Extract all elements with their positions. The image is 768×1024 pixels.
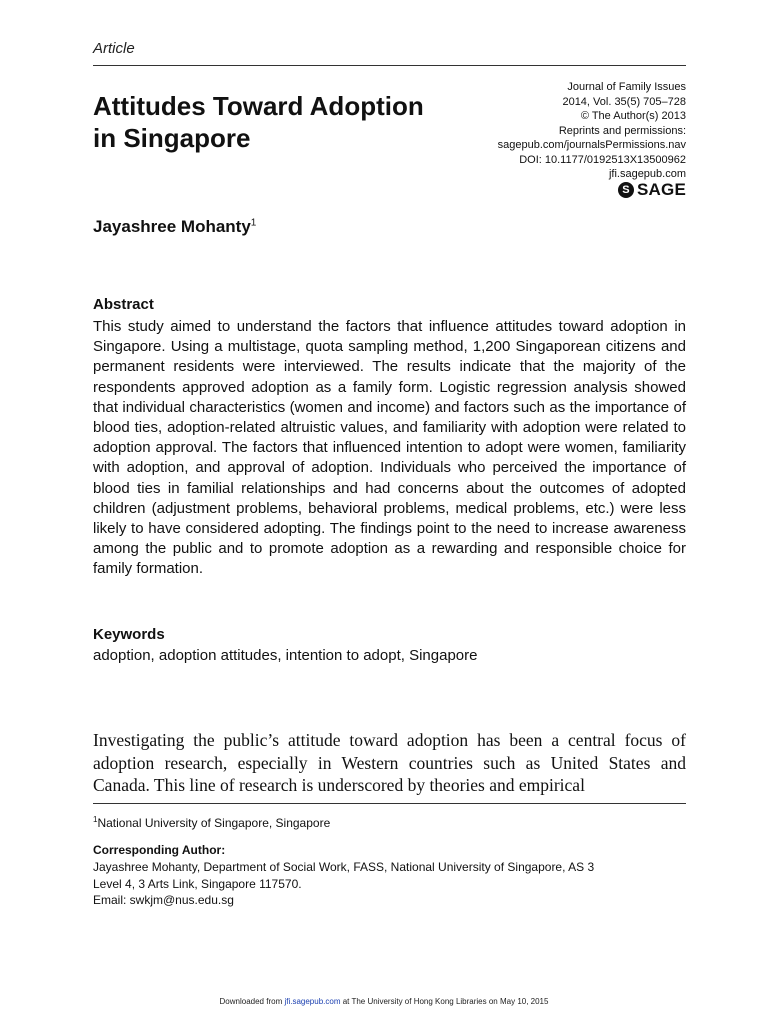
sage-logo <box>618 180 686 200</box>
download-link[interactable]: jfi.sagepub.com <box>284 997 341 1006</box>
article-title: Attitudes Toward Adoption in Singapore <box>93 91 424 153</box>
abstract-text: This study aimed to understand the factors that influence attitudes toward adoption in Singapore. Using a multistage, quota sampling method, 1,200 Singaporean citizens and permanent residents were interviewed. The results indicate that the majority of the respondents approved adoption as a family form. Logistic regression analysis showed that individual characteristics (women and income) and factors such as the importance of blood ties, adoption-related altruistic values, and familiarity with adoption were related to adoption approval. The factors that influenced intention to adopt were women, familiarity with adoption, and approval of adoption. Individuals who perceived the importance of blood ties in familial relationships and had concerns about the outcomes of adopted children (adjustment problems, behavioral problems, medical problems, etc.) were less likely to have considered adopting. The findings point to the need to increase awareness among the public and to promote adoption as a rewarding and responsible choice for family formation. <box>93 318 686 578</box>
author-name <box>93 217 256 237</box>
intro-paragraph: Investigating the public’s attitude toward adoption has been a central focus of adoption research, especially in Western countries such as United States and Canada. This line of research is underscored by theories and empirical <box>93 730 686 795</box>
article-type-label: Article <box>93 40 135 57</box>
author-affiliation-marker: 1 <box>250 217 257 229</box>
download-notice <box>0 997 768 1006</box>
corresponding-author-details <box>93 859 693 909</box>
download-prefix: Downloaded from <box>219 997 285 1006</box>
affiliation-marker: 1 <box>93 815 98 824</box>
journal-info <box>446 80 686 182</box>
abstract-heading: Abstract <box>93 296 154 313</box>
journal-name: Journal of Family Issues <box>567 81 686 93</box>
doi: DOI: 10.1177/0192513X13500962 <box>519 153 686 166</box>
permissions-link[interactable]: sagepub.com/journalsPermissions.nav <box>497 139 686 151</box>
corresponding-address-line: Jayashree Mohanty, Department of Social Work, FASS, National University of Singapore, AS 3 <box>93 860 595 874</box>
journal-copyright: © The Author(s) 2013 <box>580 110 686 122</box>
sage-logo-text: SAGE <box>637 180 686 199</box>
keywords-heading: Keywords <box>93 626 165 643</box>
keywords-text: adoption, adoption attitudes, intention to adopt, Singapore <box>93 647 478 664</box>
journal-url[interactable]: jfi.sagepub.com <box>608 168 686 180</box>
corresponding-address-line: Level 4, 3 Arts Link, Singapore 117570. <box>93 876 302 891</box>
reprints-label: Reprints and permissions: <box>558 124 686 137</box>
header-rule <box>93 65 686 66</box>
download-suffix: at The University of Hong Kong Libraries on May 10, 2015 <box>340 997 549 1006</box>
journal-volume: 2014, Vol. 35(5) 705–728 <box>562 95 686 108</box>
affiliation-footnote <box>93 815 330 830</box>
footnote-rule <box>93 803 686 804</box>
corresponding-email[interactable]: Email: swkjm@nus.edu.sg <box>93 893 234 907</box>
corresponding-author-heading: Corresponding Author: <box>93 843 226 857</box>
affiliation-text: National University of Singapore, Singapore <box>97 816 331 830</box>
sage-logo-icon: S <box>618 182 634 198</box>
author-name-text: Jayashree Mohanty <box>93 217 251 236</box>
